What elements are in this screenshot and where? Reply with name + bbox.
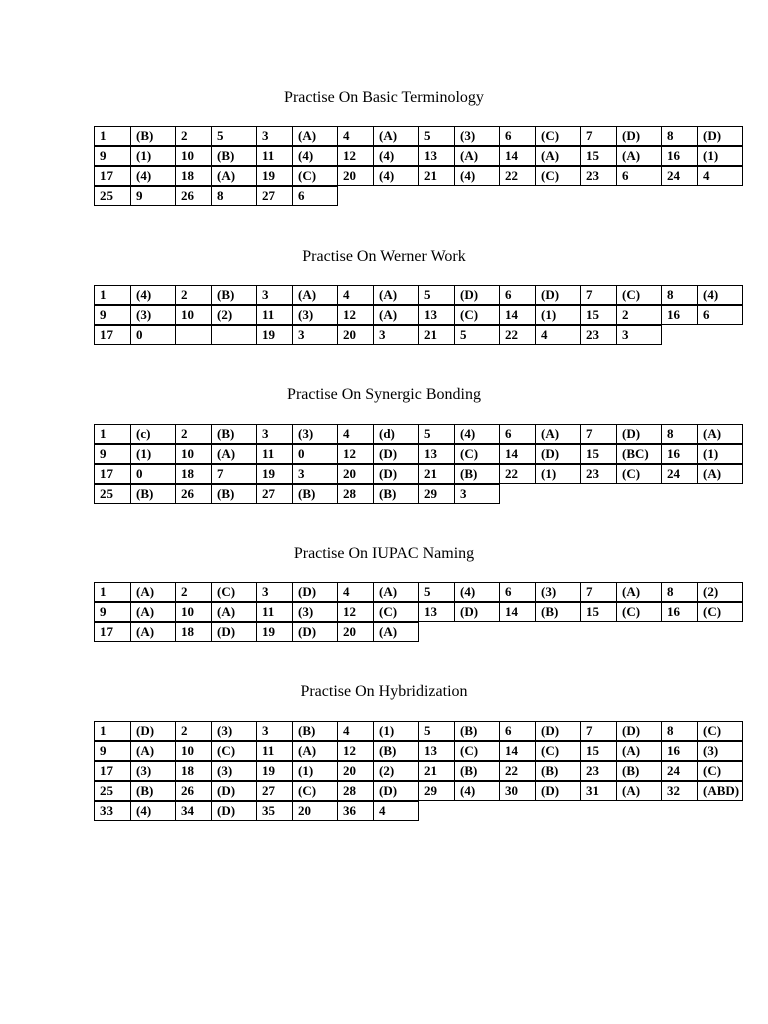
answer-cell: (C) xyxy=(697,721,743,741)
question-number-cell: 18 xyxy=(175,761,212,781)
question-number-cell: 7 xyxy=(580,721,617,741)
question-number-cell: 15 xyxy=(580,444,617,464)
answer-cell: (A) xyxy=(373,126,419,146)
question-number-cell: 4 xyxy=(337,285,374,305)
question-number-cell: 17 xyxy=(94,761,131,781)
answer-cell: (D) xyxy=(697,126,743,146)
question-number-cell: 6 xyxy=(499,424,536,444)
answer-cell: 7 xyxy=(211,464,257,484)
answer-cell: (3) xyxy=(211,721,257,741)
question-number-cell: 2 xyxy=(175,126,212,146)
answer-cell: (C) xyxy=(697,761,743,781)
answer-cell: (3) xyxy=(535,582,581,602)
answer-cell: (D) xyxy=(616,424,662,444)
answer-cell: 9 xyxy=(130,186,176,206)
question-number-cell: 20 xyxy=(337,464,374,484)
section-title: Practise On IUPAC Naming xyxy=(293,545,475,562)
question-number-cell: 25 xyxy=(94,781,131,801)
answer-cell: 6 xyxy=(697,305,743,325)
answer-cell: (D) xyxy=(292,622,338,642)
answer-cell: (3) xyxy=(697,741,743,761)
answer-cell: (3) xyxy=(211,761,257,781)
question-number-cell: 12 xyxy=(337,602,374,622)
question-number-cell: 12 xyxy=(337,305,374,325)
question-number-cell: 6 xyxy=(499,126,536,146)
question-number-cell: 6 xyxy=(499,721,536,741)
answer-cell: (C) xyxy=(454,741,500,761)
question-number-cell: 27 xyxy=(256,484,293,504)
answer-cell: (B) xyxy=(130,484,176,504)
answer-cell: (D) xyxy=(211,781,257,801)
section-title: Practise On Werner Work xyxy=(302,248,466,265)
answer-row xyxy=(94,583,743,603)
question-number-cell: 10 xyxy=(175,602,212,622)
answer-cell: (C) xyxy=(454,444,500,464)
answer-cell: (c) xyxy=(130,424,176,444)
question-number-cell: 18 xyxy=(175,464,212,484)
answer-cell: (A) xyxy=(373,622,419,642)
question-number-cell: 30 xyxy=(499,781,536,801)
answer-cell: (1) xyxy=(130,146,176,166)
answer-cell: (A) xyxy=(211,166,257,186)
answer-cell: (A) xyxy=(130,622,176,642)
question-number-cell: 10 xyxy=(175,305,212,325)
question-number-cell: 27 xyxy=(256,186,293,206)
answer-cell: (D) xyxy=(292,582,338,602)
question-number-cell: 15 xyxy=(580,741,617,761)
answer-cell xyxy=(211,325,257,345)
question-number-cell: 9 xyxy=(94,444,131,464)
answer-cell: (C) xyxy=(697,602,743,622)
question-number-cell: 11 xyxy=(256,305,293,325)
question-number-cell: 15 xyxy=(580,305,617,325)
question-number-cell: 7 xyxy=(580,285,617,305)
answer-row xyxy=(94,782,743,802)
answer-cell: (D) xyxy=(130,721,176,741)
question-number-cell: 5 xyxy=(418,582,455,602)
answer-cell: (C) xyxy=(616,285,662,305)
question-number-cell: 25 xyxy=(94,484,131,504)
answer-cell: 5 xyxy=(211,126,257,146)
answer-cell: (B) xyxy=(211,484,257,504)
answer-cell: (C) xyxy=(211,741,257,761)
question-number-cell: 3 xyxy=(256,285,293,305)
question-number-cell: 22 xyxy=(499,761,536,781)
answer-row xyxy=(94,306,743,326)
question-number-cell: 8 xyxy=(661,126,698,146)
answer-cell: (A) xyxy=(130,741,176,761)
answer-cell: (d) xyxy=(373,424,419,444)
answer-cell: 3 xyxy=(454,484,500,504)
answer-cell: (C) xyxy=(373,602,419,622)
question-number-cell: 10 xyxy=(175,444,212,464)
question-number-cell: 20 xyxy=(337,325,374,345)
question-number-cell: 1 xyxy=(94,582,131,602)
answer-cell: (A) xyxy=(130,582,176,602)
question-number-cell: 15 xyxy=(580,602,617,622)
question-number-cell: 14 xyxy=(499,741,536,761)
answer-cell: (C) xyxy=(616,464,662,484)
question-number-cell: 27 xyxy=(256,781,293,801)
answer-cell: 4 xyxy=(697,166,743,186)
answer-cell: (3) xyxy=(292,602,338,622)
answer-cell: (D) xyxy=(616,721,662,741)
answer-cell: (B) xyxy=(292,484,338,504)
answer-cell: (D) xyxy=(616,126,662,146)
answer-cell: (C) xyxy=(454,305,500,325)
question-number-cell: 21 xyxy=(418,325,455,345)
question-number-cell: 32 xyxy=(661,781,698,801)
answer-cell: 0 xyxy=(130,325,176,345)
question-number-cell: 22 xyxy=(499,464,536,484)
answer-cell: (3) xyxy=(292,424,338,444)
answer-row xyxy=(94,802,419,822)
answer-cell: (A) xyxy=(211,602,257,622)
answer-cell: (3) xyxy=(130,305,176,325)
question-number-cell: 28 xyxy=(337,484,374,504)
answer-cell: (D) xyxy=(454,285,500,305)
question-number-cell: 7 xyxy=(580,126,617,146)
question-number-cell: 19 xyxy=(256,166,293,186)
answer-cell: 4 xyxy=(535,325,581,345)
answer-cell: (4) xyxy=(130,166,176,186)
question-number-cell: 9 xyxy=(94,305,131,325)
answer-cell: (1) xyxy=(373,721,419,741)
answer-cell: 3 xyxy=(373,325,419,345)
question-number-cell: 14 xyxy=(499,146,536,166)
answer-cell: (4) xyxy=(454,166,500,186)
question-number-cell: 13 xyxy=(418,741,455,761)
answer-cell: (4) xyxy=(130,801,176,821)
answer-cell: (A) xyxy=(211,444,257,464)
answer-cell: (A) xyxy=(616,582,662,602)
question-number-cell: 14 xyxy=(499,444,536,464)
answer-cell: (A) xyxy=(292,741,338,761)
question-number-cell: 34 xyxy=(175,801,212,821)
answer-cell: (C) xyxy=(211,582,257,602)
question-number-cell: 23 xyxy=(580,464,617,484)
question-number-cell: 3 xyxy=(256,721,293,741)
answer-cell: (B) xyxy=(454,721,500,741)
question-number-cell: 33 xyxy=(94,801,131,821)
answer-cell: (B) xyxy=(211,424,257,444)
answer-cell: (ABD) xyxy=(697,781,743,801)
answer-row xyxy=(94,147,743,167)
question-number-cell: 12 xyxy=(337,146,374,166)
question-number-cell: 3 xyxy=(256,582,293,602)
question-number-cell: 8 xyxy=(661,424,698,444)
question-number-cell: 4 xyxy=(337,582,374,602)
question-number-cell: 23 xyxy=(580,166,617,186)
question-number-cell: 3 xyxy=(256,126,293,146)
question-number-cell: 1 xyxy=(94,721,131,741)
answer-cell: 8 xyxy=(211,186,257,206)
answer-cell: 3 xyxy=(292,325,338,345)
question-number-cell: 13 xyxy=(418,146,455,166)
answer-cell: (D) xyxy=(373,464,419,484)
answer-cell: (C) xyxy=(616,602,662,622)
question-number-cell xyxy=(175,325,212,345)
question-number-cell: 9 xyxy=(94,146,131,166)
answer-cell: (3) xyxy=(292,305,338,325)
answer-cell: (B) xyxy=(454,761,500,781)
answer-cell: (A) xyxy=(616,741,662,761)
question-number-cell: 9 xyxy=(94,741,131,761)
question-number-cell: 29 xyxy=(418,484,455,504)
answer-cell: (1) xyxy=(130,444,176,464)
answer-cell: (4) xyxy=(130,285,176,305)
question-number-cell: 2 xyxy=(175,424,212,444)
question-number-cell: 4 xyxy=(337,424,374,444)
question-number-cell: 20 xyxy=(337,166,374,186)
answer-cell: (B) xyxy=(535,602,581,622)
answer-cell: (A) xyxy=(373,582,419,602)
answer-row xyxy=(94,286,743,306)
answer-cell: (BC) xyxy=(616,444,662,464)
answer-row xyxy=(94,187,338,207)
question-number-cell: 22 xyxy=(499,325,536,345)
question-number-cell: 26 xyxy=(175,484,212,504)
answer-cell: (A) xyxy=(616,781,662,801)
answer-cell: 3 xyxy=(616,325,662,345)
answer-cell: (1) xyxy=(697,146,743,166)
answer-cell: (A) xyxy=(373,285,419,305)
question-number-cell: 21 xyxy=(418,464,455,484)
question-number-cell: 23 xyxy=(580,325,617,345)
question-number-cell: 12 xyxy=(337,444,374,464)
question-number-cell: 16 xyxy=(661,305,698,325)
question-number-cell: 26 xyxy=(175,186,212,206)
answer-cell: (D) xyxy=(535,721,581,741)
answer-cell: (A) xyxy=(535,424,581,444)
question-number-cell: 10 xyxy=(175,741,212,761)
question-number-cell: 26 xyxy=(175,781,212,801)
question-number-cell: 7 xyxy=(580,424,617,444)
question-number-cell: 10 xyxy=(175,146,212,166)
answer-cell: (B) xyxy=(373,484,419,504)
question-number-cell: 16 xyxy=(661,146,698,166)
question-number-cell: 16 xyxy=(661,741,698,761)
question-number-cell: 8 xyxy=(661,582,698,602)
answer-cell: (4) xyxy=(454,781,500,801)
answer-row xyxy=(94,742,743,762)
answer-cell: 6 xyxy=(616,166,662,186)
answer-cell: 6 xyxy=(292,186,338,206)
question-number-cell: 21 xyxy=(418,761,455,781)
answer-row xyxy=(94,127,743,147)
question-number-cell: 16 xyxy=(661,444,698,464)
answer-cell: (1) xyxy=(535,464,581,484)
question-number-cell: 2 xyxy=(175,721,212,741)
question-number-cell: 3 xyxy=(256,424,293,444)
question-number-cell: 17 xyxy=(94,325,131,345)
question-number-cell: 5 xyxy=(418,424,455,444)
question-number-cell: 17 xyxy=(94,622,131,642)
question-number-cell: 31 xyxy=(580,781,617,801)
question-number-cell: 6 xyxy=(499,582,536,602)
question-number-cell: 20 xyxy=(337,761,374,781)
answer-cell: (4) xyxy=(373,166,419,186)
section-title: Practise On Basic Terminology xyxy=(284,89,484,106)
answer-cell: (A) xyxy=(373,305,419,325)
answer-cell: (4) xyxy=(454,582,500,602)
question-number-cell: 7 xyxy=(580,582,617,602)
answer-cell: (4) xyxy=(373,146,419,166)
question-number-cell: 5 xyxy=(418,285,455,305)
question-number-cell: 4 xyxy=(337,721,374,741)
answer-cell: (D) xyxy=(535,781,581,801)
answer-row xyxy=(94,762,743,782)
answer-cell: 0 xyxy=(292,444,338,464)
question-number-cell: 18 xyxy=(175,166,212,186)
question-number-cell: 18 xyxy=(175,622,212,642)
answer-cell: (B) xyxy=(373,741,419,761)
answer-cell: (A) xyxy=(454,146,500,166)
answer-cell: (D) xyxy=(535,444,581,464)
question-number-cell: 11 xyxy=(256,602,293,622)
question-number-cell: 19 xyxy=(256,325,293,345)
answer-cell: 3 xyxy=(292,464,338,484)
answer-row xyxy=(94,465,743,485)
answer-cell: (2) xyxy=(373,761,419,781)
answer-cell: (A) xyxy=(697,424,743,444)
question-number-cell: 1 xyxy=(94,126,131,146)
question-number-cell: 24 xyxy=(661,464,698,484)
question-number-cell: 11 xyxy=(256,146,293,166)
answer-cell: (2) xyxy=(697,582,743,602)
answer-cell: (4) xyxy=(292,146,338,166)
answer-cell: (A) xyxy=(697,464,743,484)
answer-cell: (C) xyxy=(535,166,581,186)
answer-cell: 2 xyxy=(616,305,662,325)
answer-cell: (D) xyxy=(373,444,419,464)
section-title: Practise On Hybridization xyxy=(300,683,468,700)
answer-cell: (A) xyxy=(292,126,338,146)
answer-row xyxy=(94,445,743,465)
answer-cell: (D) xyxy=(211,622,257,642)
question-number-cell: 8 xyxy=(661,721,698,741)
question-number-cell: 9 xyxy=(94,602,131,622)
answer-cell: (C) xyxy=(292,166,338,186)
question-number-cell: 14 xyxy=(499,602,536,622)
answer-cell: (4) xyxy=(697,285,743,305)
answer-cell: 0 xyxy=(130,464,176,484)
question-number-cell: 36 xyxy=(337,801,374,821)
question-number-cell: 24 xyxy=(661,761,698,781)
answer-cell: (D) xyxy=(211,801,257,821)
answer-cell: (3) xyxy=(130,761,176,781)
question-number-cell: 13 xyxy=(418,602,455,622)
answer-cell: (2) xyxy=(211,305,257,325)
question-number-cell: 17 xyxy=(94,464,131,484)
answer-cell: (C) xyxy=(292,781,338,801)
answer-row xyxy=(94,326,662,346)
answer-cell: (A) xyxy=(292,285,338,305)
question-number-cell: 28 xyxy=(337,781,374,801)
question-number-cell: 1 xyxy=(94,424,131,444)
answer-cell: (3) xyxy=(454,126,500,146)
answer-cell: (A) xyxy=(535,146,581,166)
question-number-cell: 11 xyxy=(256,741,293,761)
answer-cell: (D) xyxy=(535,285,581,305)
question-number-cell: 21 xyxy=(418,166,455,186)
answer-row xyxy=(94,722,743,742)
question-number-cell: 22 xyxy=(499,166,536,186)
question-number-cell: 25 xyxy=(94,186,131,206)
answer-cell: (D) xyxy=(373,781,419,801)
answer-cell: 5 xyxy=(454,325,500,345)
question-number-cell: 23 xyxy=(580,761,617,781)
question-number-cell: 13 xyxy=(418,444,455,464)
question-number-cell: 24 xyxy=(661,166,698,186)
answer-cell: (C) xyxy=(535,126,581,146)
question-number-cell: 5 xyxy=(418,721,455,741)
question-number-cell: 17 xyxy=(94,166,131,186)
answer-cell: 20 xyxy=(292,801,338,821)
answer-cell: (A) xyxy=(616,146,662,166)
answer-cell: (4) xyxy=(454,424,500,444)
answer-cell: (1) xyxy=(535,305,581,325)
question-number-cell: 5 xyxy=(418,126,455,146)
question-number-cell: 4 xyxy=(337,126,374,146)
answer-row xyxy=(94,485,500,505)
question-number-cell: 6 xyxy=(499,285,536,305)
answer-cell: (B) xyxy=(130,126,176,146)
question-number-cell: 35 xyxy=(256,801,293,821)
question-number-cell: 19 xyxy=(256,622,293,642)
answer-cell: (A) xyxy=(130,602,176,622)
answer-cell: 4 xyxy=(373,801,419,821)
question-number-cell: 12 xyxy=(337,741,374,761)
answer-cell: (B) xyxy=(211,285,257,305)
answer-row xyxy=(94,623,419,643)
answer-row xyxy=(94,167,743,187)
question-number-cell: 11 xyxy=(256,444,293,464)
answer-cell: (1) xyxy=(292,761,338,781)
question-number-cell: 2 xyxy=(175,285,212,305)
question-number-cell: 16 xyxy=(661,602,698,622)
answer-cell: (C) xyxy=(535,741,581,761)
answer-cell: (B) xyxy=(130,781,176,801)
question-number-cell: 8 xyxy=(661,285,698,305)
question-number-cell: 20 xyxy=(337,622,374,642)
answer-cell: (B) xyxy=(535,761,581,781)
answer-row xyxy=(94,603,743,623)
question-number-cell: 1 xyxy=(94,285,131,305)
question-number-cell: 14 xyxy=(499,305,536,325)
section-title: Practise On Synergic Bonding xyxy=(287,386,481,403)
question-number-cell: 2 xyxy=(175,582,212,602)
question-number-cell: 19 xyxy=(256,761,293,781)
answer-row xyxy=(94,425,743,445)
answer-cell: (B) xyxy=(454,464,500,484)
question-number-cell: 29 xyxy=(418,781,455,801)
question-number-cell: 19 xyxy=(256,464,293,484)
answer-cell: (1) xyxy=(697,444,743,464)
question-number-cell: 15 xyxy=(580,146,617,166)
question-number-cell: 13 xyxy=(418,305,455,325)
answer-cell: (D) xyxy=(454,602,500,622)
answer-cell: (B) xyxy=(292,721,338,741)
answer-cell: (B) xyxy=(616,761,662,781)
answer-cell: (B) xyxy=(211,146,257,166)
